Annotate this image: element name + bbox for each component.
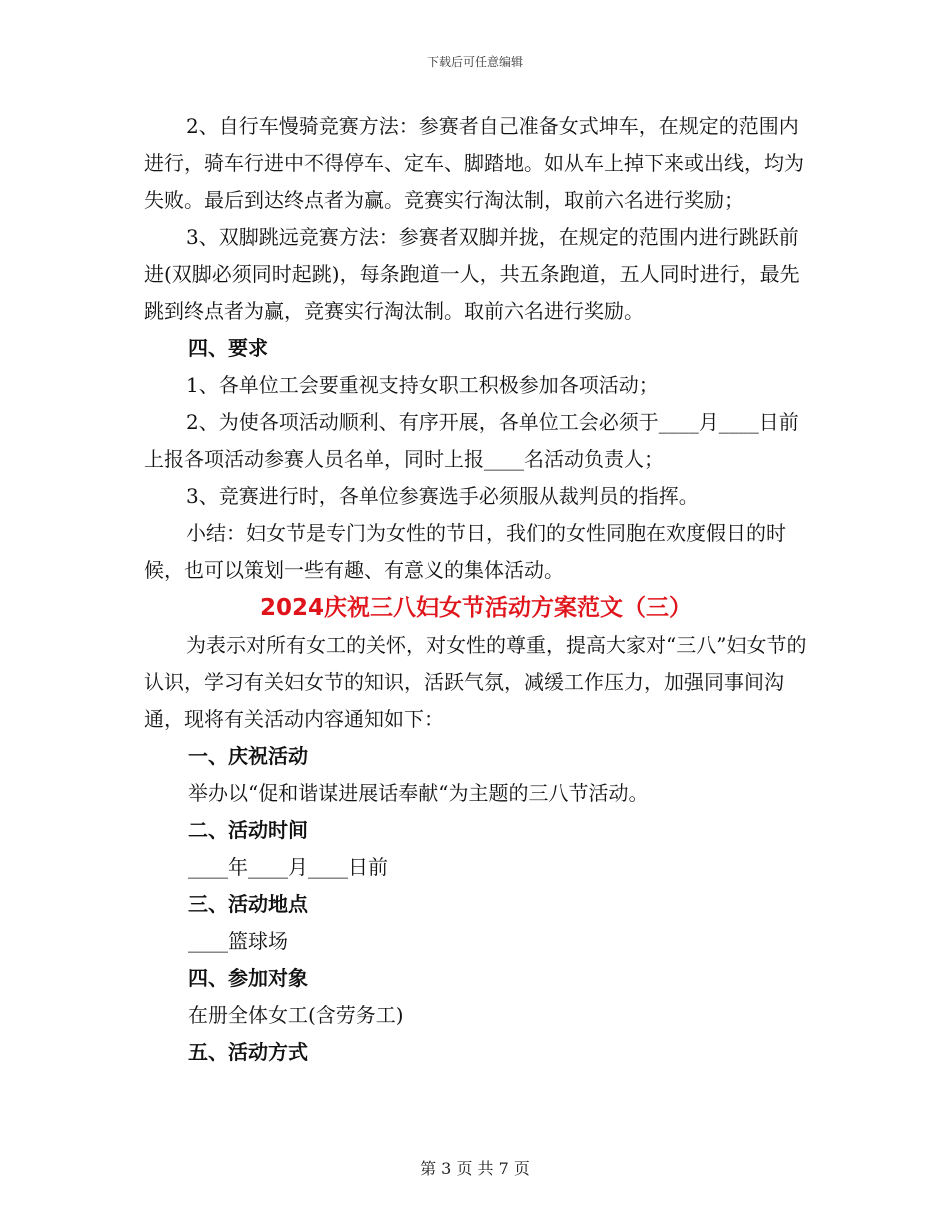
time-text: ____年____月____日前 [188,855,388,879]
heading-location: 三、活动地点 [188,892,308,916]
heading-participants: 四、参加对象 [188,966,308,990]
summary-paragraph: 小结：妇女节是专门为女性的节日，我们的女性同胞在欢度假日的时候，也可以策划一些有趣、有意义的集体活动。 [144,521,786,582]
section-title: 2024庆祝三八妇女节活动方案范文（三） [259,595,692,621]
page-header: 下载后可任意编辑 [426,55,523,69]
page-footer: 第 3 页 共 7 页 [420,1159,530,1178]
paragraph-bicycle-race: 2、自行车慢骑竞赛方法：参赛者自己准备女式坤车，在规定的范围内进行，骑车行进中不得停车、定车、脚踏地。如从车上掉下来或出线，均为失败。最后到达终点者为赢。竞赛实行淘汰制，取前六名进行奖励； [144,114,804,212]
heading-method: 五、活动方式 [188,1040,308,1064]
requirement-item-2: 2、为使各项活动顺利、有序开展，各单位工会必须于____月____日前上报各项活动参赛人员名单，同时上报____名活动负责人； [144,410,799,471]
document-body [144,108,808,1071]
requirement-item-1: 1、各单位工会要重视支持女职工积极参加各项活动； [186,373,659,397]
heading-time: 二、活动时间 [188,818,308,842]
participants-text: 在册全体女工(含劳务工) [188,1003,404,1027]
celebration-text: 举办以“促和谐谋进展话奉献“为主题的三八节活动。 [188,781,649,805]
requirement-item-3: 3、竞赛进行时，各单位参赛选手必须服从裁判员的指挥。 [186,484,699,508]
location-text: ____篮球场 [188,929,288,953]
section-heading-requirements: 四、要求 [188,336,268,360]
heading-celebration: 一、庆祝活动 [188,744,308,768]
intro-paragraph: 为表示对所有女工的关怀，对女性的尊重，提高大家对“三八”妇女节的认识，学习有关妇女节的知识，活跃气氛，减缓工作压力，加强同事间沟通，现将有关活动内容通知如下： [144,633,807,731]
paragraph-long-jump: 3、双脚跳远竞赛方法：参赛者双脚并拢，在规定的范围内进行跳跃前进(双脚必须同时起跳)，每条跑道一人，共五条跑道，五人同时进行，最先跳到终点者为赢，竞赛实行淘汰制。取前六名进行奖励。 [144,225,800,323]
